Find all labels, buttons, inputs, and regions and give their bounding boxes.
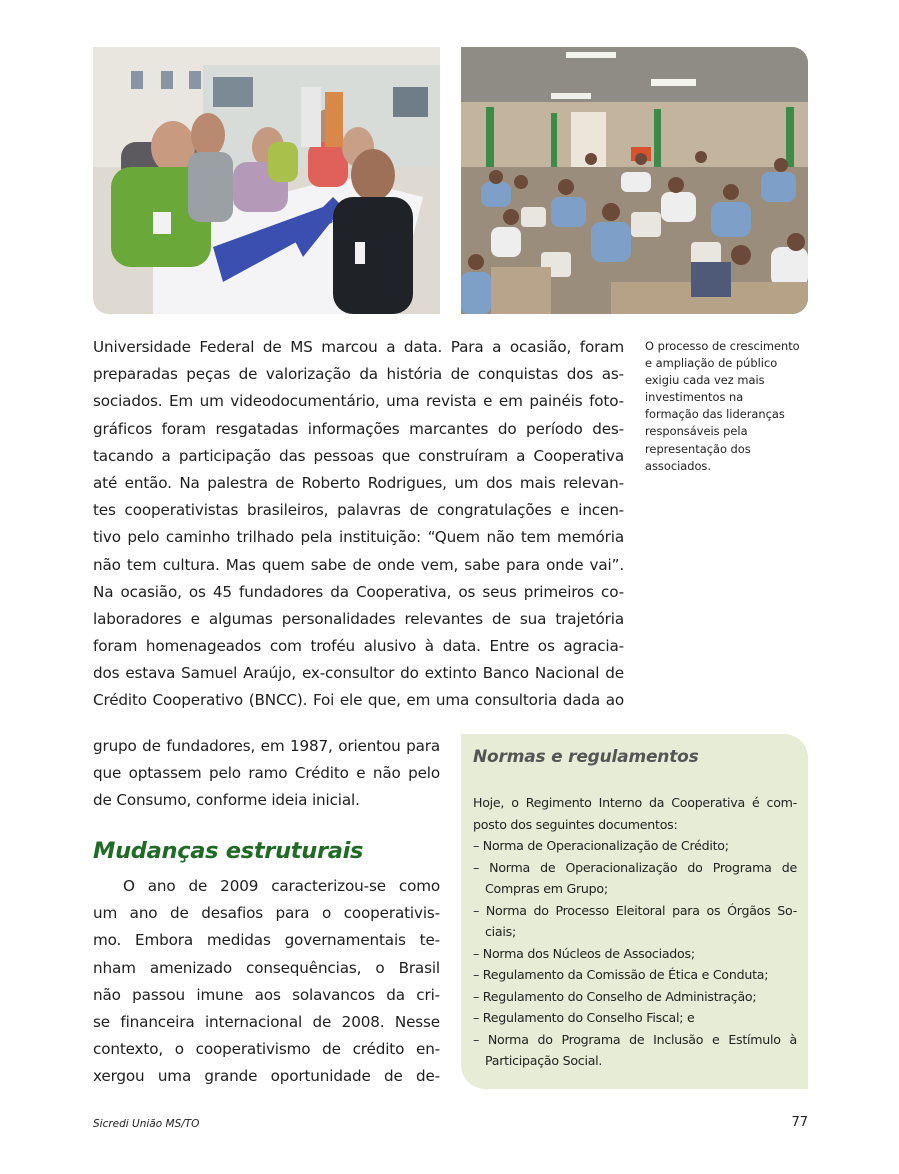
text-line: gráficos foram resgatadas informações marcantes do período des- [93,419,624,438]
list-item: – Norma dos Núcleos de Associados; [473,945,695,961]
text-line: Universidade Federal de MS marcou a data. Para a ocasião, foram [93,338,624,356]
caption-line: formação das lideranças [645,407,785,422]
box-line: posto dos seguintes documentos: [473,816,678,832]
box-body [473,792,797,1072]
caption-line: responsáveis pela [645,424,748,439]
list-item: – Regulamento do Conselho de Administração; [473,988,757,1004]
text-line: grupo de fundadores, em 1987, orientou para [93,737,440,755]
caption-line: associados. [645,458,711,473]
text-line: tes cooperativistas brasileiros, palavras de congratulações e incen- [93,501,624,520]
list-item: – Norma de Operacionalização de Crédito; [473,838,729,853]
text-line: tacando a participação das pessoas que construíram a Cooperativa [93,446,624,465]
photo-caption [645,338,815,475]
text-line: de Consumo, conforme ideia inicial. [93,791,360,810]
footer-publication: Sicredi União MS/TO [93,1118,200,1130]
caption-line: exigiu cada vez mais [645,373,765,388]
section-paragraph [93,873,440,1091]
text-line: sociados. Em um videodocumentário, uma revista e em painéis foto- [93,392,624,411]
section-heading: Mudanças estruturais [93,838,364,864]
box-title: Normas e regulamentos [473,747,699,767]
text-line: tivo pelo caminho trilhado pela instituição: “Quem não tem memória [93,528,624,547]
text-line: não passou imune aos solavancos da cri- [93,985,440,1004]
text-line: Na ocasião, os 45 fundadores da Cooperativa, os seus primeiros co- [93,582,624,601]
regulations-box [461,734,808,1089]
meeting-table-photo [93,47,440,314]
list-item: – Regulamento do Conselho Fiscal; e [473,1010,695,1025]
list-item: – Norma do Programa de Inclusão e Estímulo à [473,1031,797,1047]
list-item-continued: ciais; [485,924,516,939]
text-line: O ano de 2009 caracterizou-se como [123,877,440,895]
text-line: foram homenageados com troféu alusivo à data. Entre os agracia- [93,637,624,656]
text-line: preparadas peças de valorização da história de conquistas dos as- [93,365,624,384]
list-item-continued: Compras em Grupo; [485,881,608,896]
text-line: até então. Na palestra de Roberto Rodrigues, um dos mais relevan- [93,473,624,492]
text-line: Crédito Cooperativo (BNCC). Foi ele que, em uma consultoria dada ao [93,691,624,710]
text-line: contexto, o cooperativismo de crédito en- [93,1040,440,1059]
text-line: um ano de desafios para o cooperativis- [93,904,440,923]
caption-line: investimentos na [645,390,744,405]
list-item: – Norma do Processo Eleitoral para os Órgãos So- [473,902,797,918]
list-item: – Norma de Operacionalização do Programa de [473,859,797,875]
caption-line: O processo de crescimento [645,339,800,353]
text-line: laboradores e algumas personalidades relevantes de sua trajetória [93,609,624,628]
caption-line: representação dos [645,441,751,456]
text-line: xergou uma grande oportunidade de de- [93,1067,440,1086]
page-number: 77 [791,1115,808,1130]
list-item-continued: Participação Social. [485,1053,603,1068]
text-line: dos estava Samuel Araújo, ex-consultor do extinto Banco Nacional de [93,664,624,683]
text-line: mo. Embora medidas governamentais te- [93,931,440,950]
auditorium-vote-photo [461,47,808,314]
text-line: que optassem pelo ramo Crédito e não pelo [93,764,440,783]
caption-line: e ampliação de público [645,356,778,371]
intro-paragraph [93,334,624,715]
text-line: se financeira internacional de 2008. Nesse [93,1012,440,1031]
box-line: Hoje, o Regimento Interno da Cooperativa é com- [473,795,797,810]
text-line: nham amenizado consequências, o Brasil [93,958,440,977]
list-item: – Regulamento da Comissão de Ética e Conduta; [473,967,769,982]
text-line: não tem cultura. Mas quem sabe de onde vem, sabe para onde vai”. [93,555,624,574]
intro-paragraph-continued [93,733,440,815]
